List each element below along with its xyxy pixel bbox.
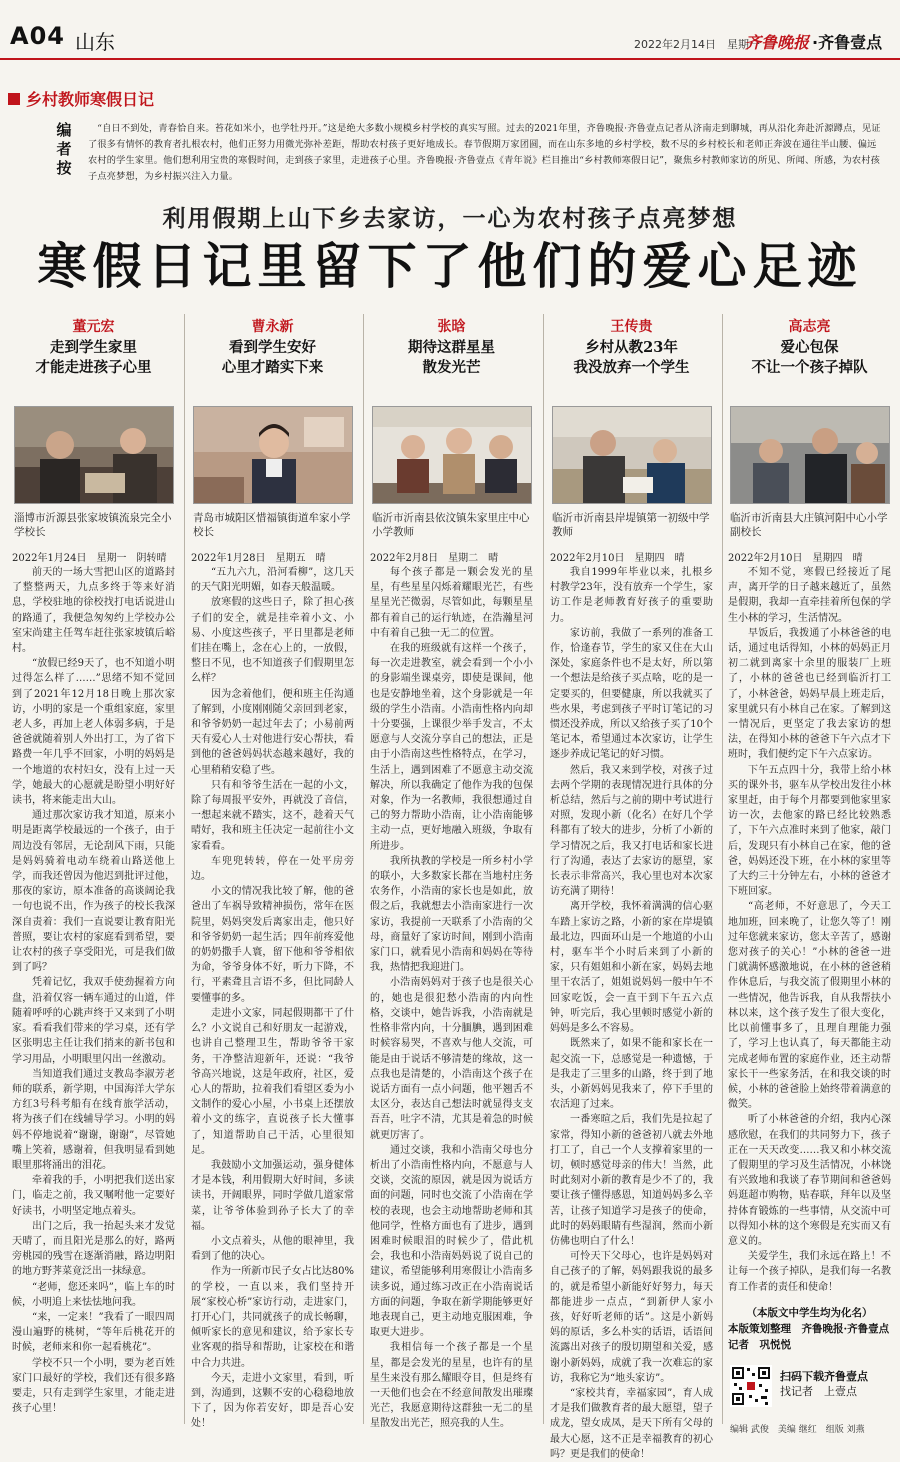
header-divider [0, 58, 900, 60]
article-subhead [191, 338, 354, 384]
paragraph: 牵着我的手，小明把我们送出家门，临走之前，我又嘱咐他一定要好好读书，小明坚定地点着头。 [12, 1175, 175, 1217]
qr-code[interactable] [730, 1365, 772, 1407]
paragraph: 通过那次家访我才知道，原来小明是距离学校最远的一个孩子，由于周边没有邻居，无论刮风下雨，只能是妈妈骑着电动车绕着山路送他上学，而我还曾因为他迟到批评过他，那夜的家访，原本准备的高谈阔论我一句也说不出，作为孩子的校长我深深自责着：我们一直说要让教育阳光普照，要让农村的家庭看到希望，要让农村的孩子享受阳光，可是我们做到了吗？ [12, 810, 175, 974]
subhead-line: 散发光芒 [422, 359, 481, 376]
paragraph: “家校共育，幸福家园”，育人成才是我们做教育者的最大愿望，望子成龙，望女成凤，是天下所有父母的最大心愿，这不正是幸福教育的初心吗？更是我们的使命！ [550, 1387, 713, 1460]
article-column-5 [728, 316, 891, 1356]
page-number: A04 [10, 22, 65, 50]
article-photo [372, 406, 532, 504]
paragraph: 因为念着他们，便和班主任沟通了解到，小度刚刚随父亲回到老家，和爷爷奶奶一起过年去了；小易前两天有爱心人士对他进行安心帮扶，看到他的爸爸妈妈状态越来越好，我的心里稍稍安稳了些。 [191, 688, 354, 776]
paragraph: 我所执教的学校是一所乡村小学的联小，大多数家长都在当地村庄务农务作，小浩南的家长也是如此，放假之后，我就想去小浩南家进行一次家访，我提前一天联系了小浩南的父母，商量好了家访时间，刚到小浩南家门口，就看见小浩南和妈妈在等待我，热情把我迎进门。 [370, 855, 533, 974]
paragraph: 可怜天下父母心，也许是妈妈对自己孩子的了解，妈妈跟我说的最多的，就是希望小新能好好努力，每天都能进步一点点，“到新伊人家小孩，好好听老师的话”。这是小新妈妈的原话，多么朴实的话语，话语间流露出对孩子的殷切期望和关爱，感谢小新妈妈，成就了我一次难忘的家访，我称它为“地头家访”。 [550, 1251, 713, 1384]
article-author: 王传贵 [610, 319, 653, 335]
subhead-line: 看到学生安好 [229, 339, 316, 356]
square-marker-icon [8, 93, 20, 105]
diary-dateline: 2022年2月10日 星期四 晴 [728, 553, 863, 564]
paragraph: 既然来了，如果不能和家长在一起交流一下，总感觉是一种遗憾，于是我走了三里多的山路，终于到了地头，小新妈妈见我来了，停下手里的农活迎了过来。 [550, 1038, 713, 1111]
subhead-line: 心里才踏实下来 [221, 359, 324, 376]
article-photo [193, 406, 353, 504]
editor-note-label [52, 121, 76, 178]
subhead-line: 我没放弃一个学生 [573, 359, 690, 376]
issue-date: 2022年2月14日 星期一 [634, 38, 760, 51]
paragraph: 我鼓励小文加强运动，强身健体才是本钱，利用假期大好时间，多读读书，开阔眼界，同时学做几道家常菜，让爷爷体验到孙子长大了的幸福。 [191, 1159, 354, 1232]
paragraph: 凭着记忆，我双手使劲握着方向盘，沿着仅容一辆车通过的山道，伴随着呼呼的心跳声终于又来到了小明家。看看我们带来的学习桌，还有学区张明忠主任让我们捎来的新书包和学习用品，小明眼里闪出一丝激动。 [12, 977, 175, 1065]
paragraph: 我自1999年毕业以来，扎根乡村教学23年，没有放弃一个学生，家访工作是老师教育好孩子的重要助力。 [550, 567, 713, 624]
paragraph: 早饭后，我拨通了小林爸爸的电话，通过电话得知，小林的妈妈正月初二就到离家十余里的服装厂上班了，小林的爸爸也已经到临沂打工了，小林爸爸，妈妈早晨上班走后，家里就只有小林自己在家。了解到这一情况后，更坚定了我去家访的想法，在得知小林的爸爸下午六点才下班时，我们便约定下午六点家访。 [728, 627, 891, 761]
page-header [0, 0, 900, 58]
editor-note-text: “自日不到处，青春恰自来。苔花如米小，也学牡丹开。”这是绝大多数小规模乡村学校的真实写照。过去的2021年里，齐鲁晚报·齐鲁壹点记者从济南走到聊城，再从沿化奔赴沂源蹲点，见证了很多有情怀的教育者扎根农村，他们正努力用微光弥补差距，帮助农村孩子更好地成长。春节假期万家团圆，而在山东多地的乡村学校，数不尽的乡村校长和老师正奔波在通往半山腰、偏远农村的学生家里。他们想利用宝贵的寒假时间，走到孩子家里，走进孩子心里。齐鲁晚报·齐鲁壹点《青年说》栏目推出“乡村教师寒假日记”，聚焦乡村教师家访的所见、所闻、所感，为农村孩子点亮梦想，为乡村振兴注入力量。 [88, 123, 881, 182]
subhead-line: 才能走进孩子心里 [35, 359, 152, 376]
editor-note [52, 121, 888, 191]
qr-label-line2: 找记者 上壹点 [780, 1385, 857, 1398]
subhead-line: 期待这群星星 [408, 339, 495, 356]
diary-dateline: 2022年2月8日 星期二 晴 [370, 553, 499, 564]
column-divider [363, 314, 364, 1424]
article-subhead [12, 338, 175, 384]
diary-dateline: 2022年1月28日 星期五 晴 [191, 553, 326, 564]
paragraph: 每个孩子都是一颗会发光的星星，有些星星闪烁着耀眼光芒，有些星星光芒微弱，尽管如此，每颗星星都有着自己的运行轨迹，在浩瀚星河中有着自己独一无二的位置。 [370, 567, 533, 639]
article-body [370, 565, 533, 1432]
app-logo: ·齐鲁壹点 [812, 33, 883, 52]
paragraph: 前天的一场大雪把山区的道路封了整整两天，九点多终于等来好消息，学校驻地的徐校找打电话说进山的路通了，我便急匆匆约上学校办公室宋尚建主任驾车赶往张家坡镇后峪村。 [12, 567, 175, 655]
paragraph: 车兜兜转转，停在一处平房旁边。 [191, 855, 354, 883]
article-photo [552, 406, 712, 504]
column-title [8, 87, 154, 110]
article-body [12, 565, 175, 1416]
kicker-headline: 利用假期上山下乡去家访，一心为农村孩子点亮梦想 [162, 205, 738, 232]
subhead-line: 爱心包保 [780, 339, 839, 356]
article-subhead [550, 338, 713, 384]
paragraph: 小浩南妈妈对于孩子也是很关心的，她也是很犯愁小浩南的内向性格，交谈中，她告诉我，小浩南就是性格非常内向，十分腼腆，遇到困难时候容易哭，不喜欢与他人交流，可能是由于说话不够清楚的缘故，这一点我也是清楚的，小浩南这个孩子在说话方面有一点小问题，他平翘舌不太区分，表达自己想法时就显得支支吾吾，吐字不清，尤其是着急的时候就更厉害了。 [370, 977, 533, 1141]
paragraph: “来，一定来！”我看了一眼四周漫山遍野的桃树，“等年后桃花开的时候，老师来和你一起看桃花”。 [12, 1311, 175, 1354]
qr-label [780, 1369, 868, 1399]
column-divider [722, 314, 723, 1424]
qr-label-line1: 扫码下载齐鲁壹点 [780, 1370, 868, 1383]
paragraph: 今天，走进小文家里，看到，听到，沟通到，这颗不安的心稳稳地放下了，因为你若安好，即是吾心安处！ [191, 1372, 354, 1430]
paragraph: 作为一所新市民子女占比达80%的学校，一直以来，我们坚持开展“家校心桥”家访行动，走进家门，打开心门，共同就孩子的成长畅聊，倾听家长的意见和建议，给予家长专业客观的指导和帮助，让家校在和谐中合力共进。 [191, 1266, 354, 1369]
article-body [728, 565, 891, 1295]
paragraph: 下午五点四十分，我带上给小林买的课外书，驱车从学校出发往小林家里赶，由于每个月都要到他家里家访一次，去他家的路已经比较熟悉了，下午六点准时来到了他家，敲门后，发现只有小林自己在家，他的爸爸，妈妈还没下班，在小林的家里等了大约三十分钟左右，小林的爸爸才下班回家。 [728, 764, 891, 898]
photo-caption: 临沂市沂南县大庄镇河阳中心小学副校长 [730, 512, 888, 538]
paragraph: “放假已经9天了，也不知道小明过得怎么样了……”思绪不知不觉回到了2021年12月18日晚上那次家访，小明的家是一个重组家庭，家里老人多，再加上老人体弱多病，于是爸爸就随着别人外出打工，为了省下路费一年几乎不回家，小明的妈妈是一个地道的农村妇女，没有上过一天学，她最大的心愿就是盼望小明好好读书，将来能走出大山。 [12, 658, 175, 807]
article-author: 董元宏 [72, 319, 115, 335]
photo-caption: 临沂市沂南县依汶镇朱家里庄中心小学教师 [372, 512, 530, 538]
paragraph: 然后，我又来到学校，对孩子过去两个学期的表现情况进行具体的分析总结，然后与之前的期中考试进行对照，发现小新（化名）在好几个学科都有了较大的进步，分析了小新的学习情况之后，我又打电话和家长进行了沟通，表达了去家访的愿望，家长表示非常高兴，我心里也对本次家访充满了期待！ [550, 764, 713, 898]
article-column-1 [12, 316, 175, 1446]
article-column-3 [370, 316, 533, 1446]
paragraph: 小文的情况我比较了解，他的爸爸出了车祸导致精神损伤，常年在医院里，妈妈突发后离家出走，他只好和爷爷奶奶一起生活；四年前疼爱他的奶奶撒手人寰，留下他和爷爷相依为命，爷爷身体不好，听力下降，不行，平素聋且言语不多，但比同龄人要懂事的多。 [191, 886, 354, 1004]
paragraph: 不知不觉，寒假已经接近了尾声，离开学的日子越来越近了，虽然是假期，我却一直牵挂着所包保的学生小林的学习，生活情况。 [728, 567, 891, 624]
article-photo [14, 406, 174, 504]
paragraph: 听了小林爸爸的介绍，我内心深感欣慰，在我们的共同努力下，孩子正在一天天改变……我又和小林交流了假期里的学习及生活情况，小林饶有兴致地和我谈了春节期间和爸爸妈妈逛超市购物，贴春联，拜年以及坚持体育锻炼的一些事情，从交流中可以得知小林的这个寒假是充实而又有意义的。 [728, 1114, 891, 1247]
paragraph: “老师，您还来吗”，临上车的时候，小明追上来怯怯地问我。 [12, 1281, 175, 1308]
newspaper-brand: 齐鲁晚报 [745, 33, 810, 52]
article-author: 张晗 [437, 319, 466, 335]
subhead-line: 走到学生家里 [50, 339, 137, 356]
article-column-4 [550, 316, 713, 1460]
photo-caption: 临沂市沂南县岸堤镇第一初级中学教师 [552, 512, 710, 538]
article-subhead [728, 338, 891, 384]
paragraph: 只有和爷爷生活在一起的小文，除了每周报平安外，再就没了音信，一想起来就不踏实，这不，趁着天气晴好，我和班主任决定一起前往小文家看看。 [191, 779, 354, 852]
paragraph: 离开学校，我怀着满满的信心驱车踏上家访之路，小新的家在岸堤镇最北边，四面环山是一个地道的小山村，驱车半个小时后来到了小新的家，只有姐姐和小新在家，妈妈去地里干农活了，姐姐说妈妈一般中午不回家吃饭，会一直干到下午五六点钟，听完后，我心里顿时感觉小新的妈妈是多么不容易。 [550, 901, 713, 1035]
paragraph: “高老师，不好意思了，今天工地加班，回来晚了，让您久等了！刚过年您就来家访，您太辛苦了，感谢您对孩子的关心！”小林的爸爸一进门就满怀感激地说，在小林的爸爸稍作休息后，与我交流了假期里小林的一些情况，他告诉我，自从我帮扶小林以来，这个孩子发生了很大变化，比以前懂事多了，且理自理能力强了，学习上也认真了，每天都能主动完成老师布置的家庭作业，还主动帮家长干一些家务活，在和我交谈的时候，小林的爸爸脸上始终带着满意的微笑。 [728, 901, 891, 1111]
paragraph: 通过交谈，我和小浩南父母也分析出了小浩南性格内向，不愿意与人交谈，交流的原因，就是因为说话方面的问题，同时也交流了小浩南在学校的表现，也会主动地帮助老师和其他同学，性格方面也有了进步，遇到困难时候眼泪的时候少了，借此机会，我也和小浩南妈妈说了说自己的建议，希望能够利用寒假让小浩南多读多说，通过练习改正在小浩南说话方面的问题，争取在新学期能够更好地表现自己，更主动地克服困难，争取更大进步。 [370, 1144, 533, 1339]
article-column-2 [191, 316, 354, 1446]
editor-note-label-text: 编者按 [56, 121, 72, 177]
photo-caption: 青岛市城阳区惜福镇街道牟家小学校长 [193, 512, 351, 538]
paragraph: “五九六九，沿河看柳”，这几天的天气阳光明媚，如春天般温暖。 [191, 567, 354, 594]
paragraph: 走进小文家，同起假期都干了什么？小文说自己和好朋友一起游戏，也讲自己整理卫生，帮助爷爷干家务，干净整洁迎新年，还说：“我爷爷高兴地说，这是年政府，社区，爱心人的帮助，拉着我们看望区委为小文制作的爱心小屋，小书桌上还摆放着小文的练字，直说孩子长大懂事了，知道帮助自己干活，心里很知足。 [191, 1007, 354, 1156]
diary-dateline: 2022年1月24日 星期一 阴转晴 [12, 553, 167, 564]
planner-credit: 本版策划整理 齐鲁晚报·齐鲁壹点记者 巩悦悦 [728, 1322, 890, 1351]
article-subhead [370, 338, 533, 384]
section-name: 山东 [75, 30, 115, 54]
subhead-line: 不让一个孩子掉队 [751, 359, 868, 376]
paragraph: 一番寒暄之后，我们先是拉起了家常，得知小新的爸爸初八就去外地打工了，自己一个人支撑着家里的一切，顿时感觉母亲的伟大！当然，此时此刻对小新的教育是少不了的，我要让孩子懂得感恩，知道妈妈多么辛苦，让孩子知道学习是孩子的使命，此时的妈妈眼睛有些湿润，然而小新仿佛也明白了什么！ [550, 1114, 713, 1247]
paragraph: 当知道我们通过支教岛李淑芳老师的联系，新学期，中国海洋大学东方红3号科考船有在线育旅学活动，将为孩子们在线辅导学习。小明的妈妈不停地说着“谢谢，谢谢”，尽管她嘴上笑着，感谢着，但我明显看到她眼里那将涌出的泪花。 [12, 1068, 175, 1171]
paragraph: 学校不只一个小明，要为老百姓家门口最好的学校，我们还有很多路要走，只有走到学生家里，才能走进孩子心里！ [12, 1357, 175, 1415]
column-title-text: 乡村教师寒假日记 [26, 90, 155, 109]
column-divider [184, 314, 185, 1424]
paragraph: 我相信每一个孩子都是一个星星，都是会发光的星星，也许有的星星生来没有那么耀眼夺目，但是终有一天他们也会在不经意间散发出璀璨光芒，我愿意期待这群独一无二的星星散发出光芒，照亮我的人生。 [370, 1342, 533, 1430]
article-photo [730, 406, 890, 504]
column-divider [543, 314, 544, 1424]
paragraph: 出门之后，我一抬起头来才发觉天晴了，而且阳光是那么的好，路两旁桃园的残雪在逐渐消融，路边明阳的地方野荠菜竟泛出一抹绿意。 [12, 1220, 175, 1278]
article-body [191, 565, 354, 1432]
paragraph: 放寒假的这些日子，除了担心孩子们的安全，就是挂牵着小文、小易、小度这些孩子，平日里都是老师们挂在嘴上，念在心上的，一放假，整日不见，也不知道孩子们假期里怎么样？ [191, 597, 354, 685]
paragraph: 在我的班级就有这样一个孩子，每一次走进教室，就会看到一个小小的身影端坐课桌旁，即使是课间，他也是安静地坐着，这个身影就是一年级的学生小浩南。小浩南性格内向却十分要强，上课很少举手发言，不太愿意与人交流分享自己的想法，正是由于小浩南这些性格特点，在学习，生活上，遇到困难了不愿意主动交流解决，所以我确定了他作为我的包保对象，作为一名教师，我很想通过自己的努力帮助小浩南，让小浩南能够主动一点，更好地融入班级，争取有所进步。 [370, 643, 533, 852]
photo-caption: 淄博市沂源县张家坡镇流泉完全小学校长 [14, 512, 172, 538]
paragraph: 小文点着头，从他的眼神里，我看到了他的决心。 [191, 1235, 354, 1263]
student-name-note: （本版文中学生均为化名） [746, 1306, 873, 1319]
article-author: 高志亮 [788, 319, 831, 335]
subhead-line: 乡村从教23年 [585, 339, 678, 356]
article-author: 曹永新 [251, 319, 294, 335]
page-credits: 编辑 武俊 美编 继红 组版 刘燕 [730, 1425, 865, 1435]
article-signoff [728, 1305, 891, 1353]
diary-dateline: 2022年2月10日 星期四 晴 [550, 553, 685, 564]
article-body [550, 565, 713, 1462]
paragraph: 关爱学生，我们永远在路上！不让每一个孩子掉队，是我们每一名教育工作者的责任和使命！ [728, 1251, 891, 1293]
main-headline: 寒假日记里留下了他们的爱心足迹 [37, 237, 863, 295]
paragraph: 家访前，我做了一系列的准备工作，恰逢春节，学生的家又住在大山深处，家庭条件也不是太好，所以第一个想法是给孩子买点啥，吃的是一定要买的，但要健康，所以我就买了些水果，考虑到孩子平时订笔记的习惯还没养成，所以又给孩子买了10个笔记本，希望通过本次家访，让学生逐步养成记笔记的好习惯。 [550, 627, 713, 761]
